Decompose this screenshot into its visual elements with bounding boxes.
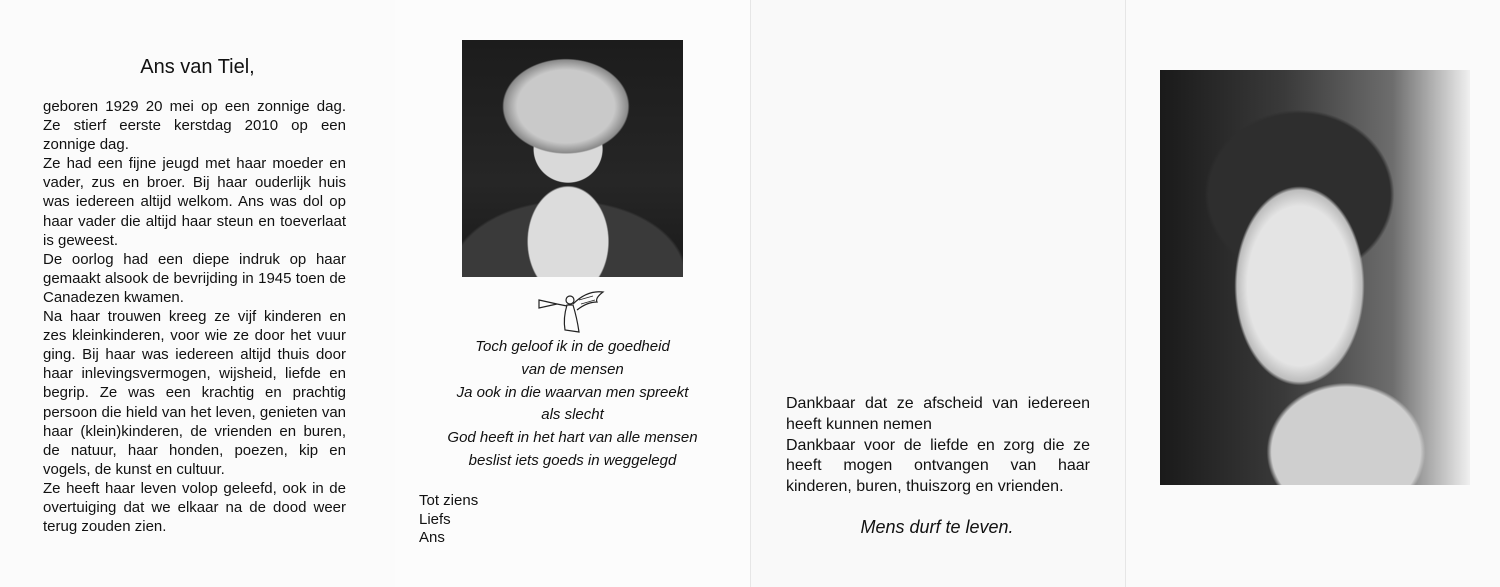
- signoff-line: Liefs: [419, 510, 451, 528]
- signoff-line: Tot ziens: [419, 492, 479, 509]
- middle-right-panel: [750, 0, 1125, 587]
- bio-paragraph: geboren 1929 20 mei op een zonnige dag. Ze stierf eerste kerstdag 2010 op een zonnige dag.: [43, 98, 346, 154]
- portrait-photo-elderly: [462, 40, 683, 277]
- signoff: [419, 492, 478, 548]
- poem-line: beslist iets goeds in weggelegd: [468, 451, 677, 469]
- poem-line: God heeft in het hart van alle mensen: [447, 429, 698, 447]
- signoff-line: Ans: [419, 529, 445, 546]
- bio-paragraph: Na haar trouwen kreeg ze vijf kinderen en zes kleinkinderen, voor wie ze door het vuur ging. Bij haar was iedereen altijd thuis door haar inlevingsvermogen, wijsheid, liefde en begrip. Ze was een krachtig en prachtig persoon die hield van het leven, genieten van haar (klein)kinderen, de vrienden en buren, de natuur, haar honden, poezen, kip en vogels, de kunst en cultuur.: [43, 308, 346, 478]
- fold-divider: [750, 0, 751, 587]
- poem: [395, 336, 750, 473]
- bio-paragraph: De oorlog had een diepe indruk op haar gemaakt alsook de bevrijding in 1945 toen de Canadezen kwamen.: [43, 250, 346, 306]
- biography: [43, 97, 346, 536]
- thanks-text: [786, 394, 1090, 498]
- thanks-paragraph: Dankbaar dat ze afscheid van iedereen heeft kunnen nemen: [786, 395, 1090, 433]
- portrait-photo-young: [1160, 70, 1470, 485]
- thanks-paragraph: Dankbaar voor de liefde en zorg die ze heeft mogen ontvangen van haar kinderen, buren, thuiszorg en vrienden.: [786, 436, 1090, 496]
- bio-paragraph: Ze heeft haar leven volop geleefd, ook in de overtuiging dat we elkaar na de dood weer terug zouden zien.: [43, 479, 346, 536]
- angel-with-trumpet-icon: [537, 288, 605, 336]
- motto: Mens durf te leven.: [860, 517, 1014, 537]
- fold-divider: [1125, 0, 1126, 587]
- bio-paragraph: Ze had een fijne jeugd met haar moeder en vader, zus en broer. Bij haar ouderlijk huis was iedereen altijd welkom. Ans was dol op haar vader die altijd haar steun en toeverlaat is geweest.: [43, 155, 346, 249]
- page-title: Ans van Tiel,: [140, 56, 255, 78]
- left-panel: [0, 0, 395, 587]
- poem-line: van de mensen: [521, 360, 624, 378]
- poem-line: als slecht: [541, 406, 604, 424]
- poem-line: Toch geloof ik in de goedheid: [475, 338, 670, 355]
- poem-line: Ja ook in die waarvan men spreekt: [456, 383, 689, 401]
